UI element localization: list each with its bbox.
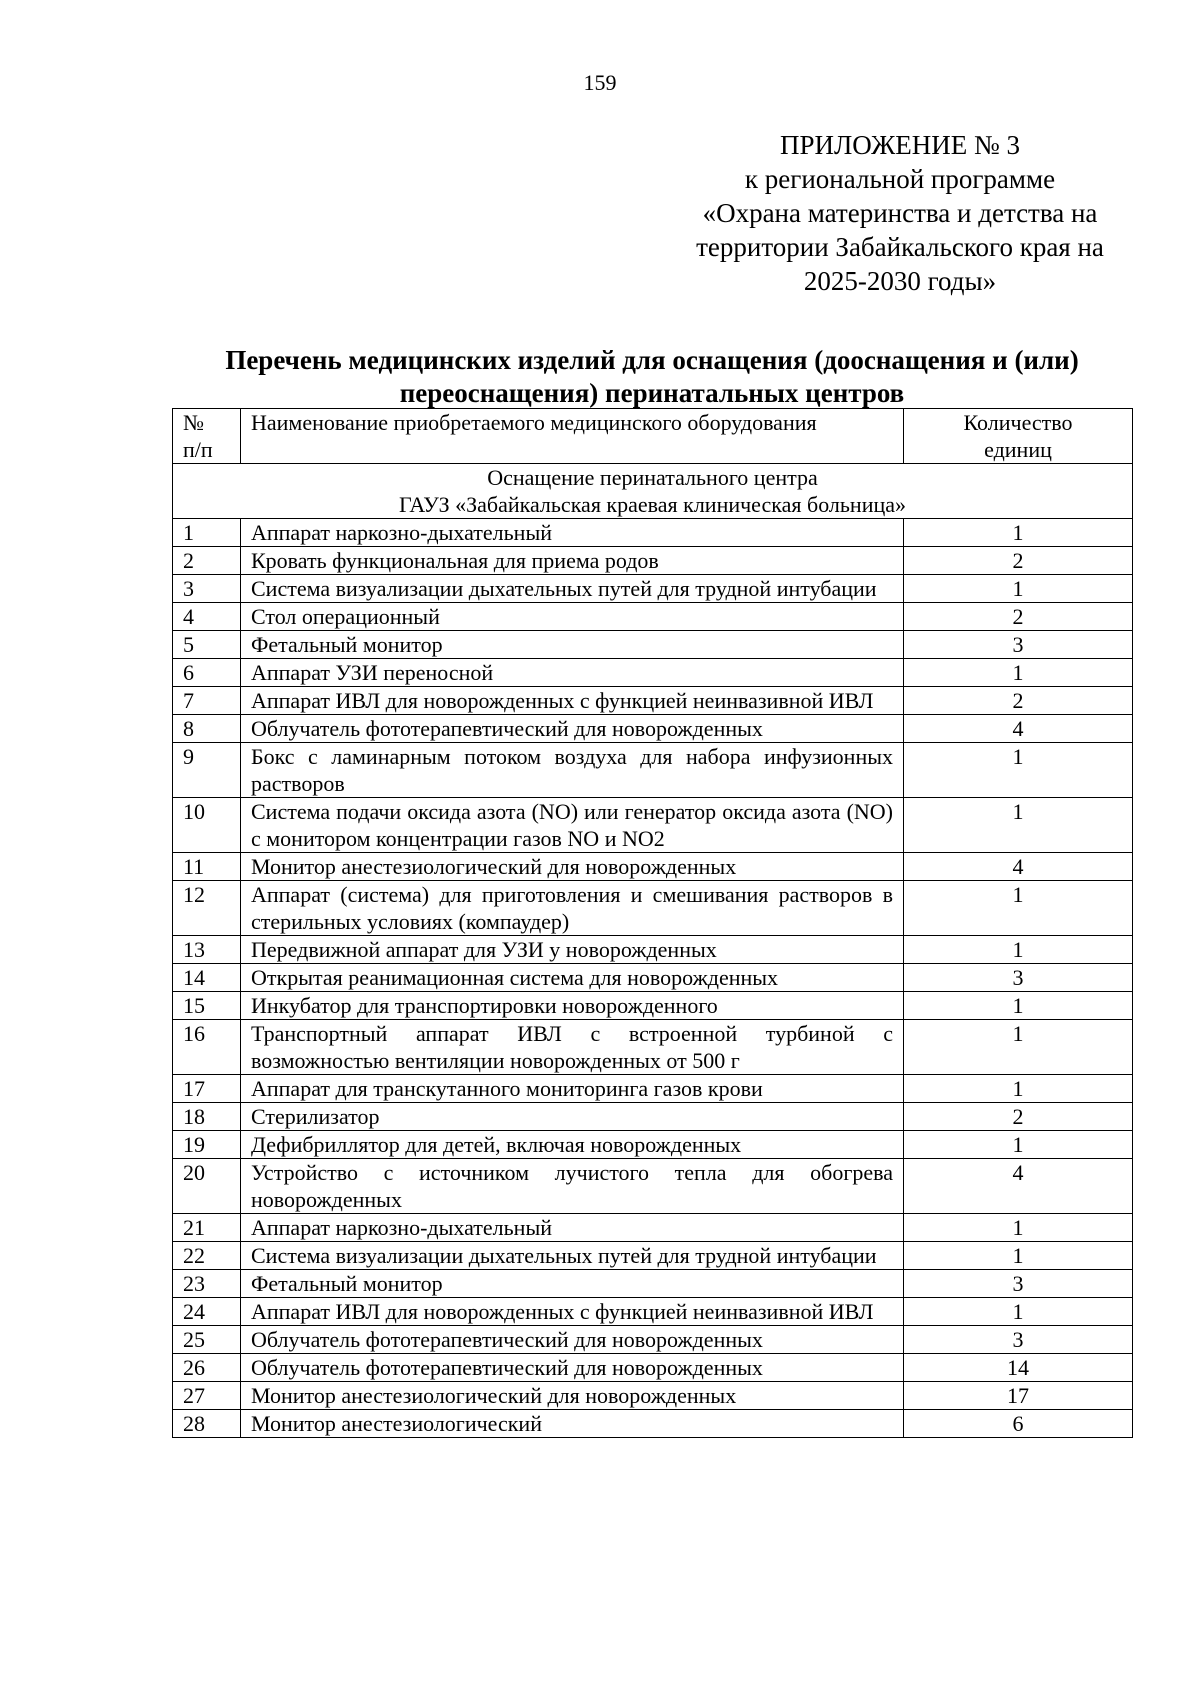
table-row [173, 1131, 1133, 1159]
appendix-line: территории Забайкальского края на [696, 232, 1104, 262]
table-row [173, 964, 1133, 992]
table-row [173, 1382, 1133, 1410]
table-row [173, 687, 1133, 715]
row-quantity: 1 [904, 1214, 1133, 1242]
section-row [173, 464, 1133, 519]
row-quantity: 1 [904, 1131, 1133, 1159]
row-equipment-name: Монитор анестезиологический для новорожденных [241, 1382, 904, 1410]
row-equipment-name: Аппарат ИВЛ для новорожденных с функцией неинвазивной ИВЛ [241, 687, 904, 715]
row-equipment-name: Устройство с источником лучистого тепла для обогрева новорожденных [241, 1159, 904, 1214]
document-title-line: Перечень медицинских изделий для оснащения (дооснащения и (или) [225, 345, 1079, 375]
row-number: 20 [173, 1159, 241, 1214]
row-quantity: 4 [904, 715, 1133, 743]
row-equipment-name: Транспортный аппарат ИВЛ с встроенной турбиной с возможностью вентиляции новорожденных от 500 г [241, 1020, 904, 1075]
row-quantity: 1 [904, 936, 1133, 964]
row-equipment-name: Аппарат наркозно-дыхательный [241, 519, 904, 547]
table-row [173, 547, 1133, 575]
table-row [173, 743, 1133, 798]
table-row [173, 1159, 1133, 1214]
row-number: 19 [173, 1131, 241, 1159]
table-row [173, 881, 1133, 936]
appendix-line: 2025-2030 годы» [803, 266, 997, 296]
document-title-line: переоснащения) перинатальных центров [399, 378, 905, 408]
appendix-line: к региональной программе [744, 164, 1056, 194]
header-name: Наименование приобретаемого медицинского оборудования [241, 409, 904, 464]
row-number: 25 [173, 1326, 241, 1354]
row-number: 16 [173, 1020, 241, 1075]
row-number: 9 [173, 743, 241, 798]
row-equipment-name: Монитор анестезиологический [241, 1410, 904, 1438]
row-number: 14 [173, 964, 241, 992]
table-row [173, 1020, 1133, 1075]
table-row [173, 1270, 1133, 1298]
appendix-line: ПРИЛОЖЕНИЕ № 3 [779, 130, 1021, 160]
row-number: 11 [173, 853, 241, 881]
row-quantity: 2 [904, 547, 1133, 575]
table-row [173, 1298, 1133, 1326]
row-quantity: 4 [904, 1159, 1133, 1214]
table-row [173, 798, 1133, 853]
row-number: 18 [173, 1103, 241, 1131]
header-number-line1: № [183, 410, 204, 435]
row-equipment-name: Система визуализации дыхательных путей для трудной интубации [241, 575, 904, 603]
row-quantity: 1 [904, 1020, 1133, 1075]
row-number: 4 [173, 603, 241, 631]
table-row [173, 992, 1133, 1020]
row-quantity: 17 [904, 1382, 1133, 1410]
row-quantity: 14 [904, 1354, 1133, 1382]
row-quantity: 2 [904, 1103, 1133, 1131]
row-equipment-name: Система подачи оксида азота (NO) или генератор оксида азота (NO) с монитором концентрации газов NO и NO2 [241, 798, 904, 853]
table-row [173, 1214, 1133, 1242]
row-number: 7 [173, 687, 241, 715]
table-row [173, 659, 1133, 687]
row-equipment-name: Аппарат наркозно-дыхательный [241, 1214, 904, 1242]
section-heading-line1: Оснащение перинатального центра [487, 465, 818, 490]
row-quantity: 1 [904, 575, 1133, 603]
row-equipment-name: Монитор анестезиологический для новорожденных [241, 853, 904, 881]
row-number: 2 [173, 547, 241, 575]
row-equipment-name: Аппарат УЗИ переносной [241, 659, 904, 687]
table-row [173, 853, 1133, 881]
row-equipment-name: Стол операционный [241, 603, 904, 631]
row-equipment-name: Облучатель фототерапевтический для новорожденных [241, 1354, 904, 1382]
row-quantity: 1 [904, 1298, 1133, 1326]
row-equipment-name: Кровать функциональная для приема родов [241, 547, 904, 575]
row-number: 26 [173, 1354, 241, 1382]
row-quantity: 3 [904, 964, 1133, 992]
row-equipment-name: Система визуализации дыхательных путей для трудной интубации [241, 1242, 904, 1270]
row-number: 5 [173, 631, 241, 659]
table-row [173, 936, 1133, 964]
row-number: 8 [173, 715, 241, 743]
row-equipment-name: Открытая реанимационная система для новорожденных [241, 964, 904, 992]
table-row [173, 631, 1133, 659]
row-quantity: 1 [904, 519, 1133, 547]
appendix-line: «Охрана материнства и детства на [702, 198, 1098, 228]
row-quantity: 3 [904, 1326, 1133, 1354]
header-number [173, 409, 241, 464]
row-number: 12 [173, 881, 241, 936]
row-quantity: 1 [904, 992, 1133, 1020]
row-equipment-name: Бокс с ламинарным потоком воздуха для набора инфузионных растворов [241, 743, 904, 798]
row-equipment-name: Аппарат для транскутанного мониторинга газов крови [241, 1075, 904, 1103]
row-number: 6 [173, 659, 241, 687]
row-equipment-name: Фетальный монитор [241, 631, 904, 659]
table-row [173, 1354, 1133, 1382]
row-equipment-name: Аппарат (система) для приготовления и смешивания растворов в стерильных условиях (компаудер) [241, 881, 904, 936]
table-row [173, 519, 1133, 547]
row-quantity: 1 [904, 1075, 1133, 1103]
row-number: 28 [173, 1410, 241, 1438]
row-equipment-name: Фетальный монитор [241, 1270, 904, 1298]
row-quantity: 2 [904, 603, 1133, 631]
equipment-table [172, 408, 1133, 1438]
row-quantity: 6 [904, 1410, 1133, 1438]
row-quantity: 3 [904, 1270, 1133, 1298]
row-number: 24 [173, 1298, 241, 1326]
row-number: 21 [173, 1214, 241, 1242]
row-quantity: 1 [904, 659, 1133, 687]
table-row [173, 715, 1133, 743]
row-number: 10 [173, 798, 241, 853]
row-number: 1 [173, 519, 241, 547]
row-number: 23 [173, 1270, 241, 1298]
table-row [173, 575, 1133, 603]
row-equipment-name: Аппарат ИВЛ для новорожденных с функцией неинвазивной ИВЛ [241, 1298, 904, 1326]
row-number: 27 [173, 1382, 241, 1410]
row-quantity: 1 [904, 1242, 1133, 1270]
page-number: 159 [583, 70, 617, 95]
header-quantity-line2: единиц [984, 437, 1052, 462]
row-number: 17 [173, 1075, 241, 1103]
table-row [173, 1326, 1133, 1354]
row-equipment-name: Облучатель фототерапевтический для новорожденных [241, 1326, 904, 1354]
row-equipment-name: Стерилизатор [241, 1103, 904, 1131]
row-equipment-name: Инкубатор для транспортировки новорожденного [241, 992, 904, 1020]
table-header-row [173, 409, 1133, 464]
table-row [173, 1103, 1133, 1131]
header-quantity [904, 409, 1133, 464]
header-quantity-line1: Количество [963, 410, 1073, 435]
table-row [173, 603, 1133, 631]
row-quantity: 3 [904, 631, 1133, 659]
row-equipment-name: Дефибриллятор для детей, включая новорожденных [241, 1131, 904, 1159]
row-quantity: 2 [904, 687, 1133, 715]
row-equipment-name: Облучатель фототерапевтический для новорожденных [241, 715, 904, 743]
row-quantity: 1 [904, 743, 1133, 798]
section-heading [173, 464, 1133, 519]
row-quantity: 1 [904, 798, 1133, 853]
row-quantity: 4 [904, 853, 1133, 881]
section-heading-line2: ГАУЗ «Забайкальская краевая клиническая больница» [399, 492, 906, 517]
row-number: 13 [173, 936, 241, 964]
table-row [173, 1410, 1133, 1438]
appendix-heading [640, 128, 1160, 298]
row-number: 15 [173, 992, 241, 1020]
document-title [172, 344, 1132, 410]
row-quantity: 1 [904, 881, 1133, 936]
table-row [173, 1242, 1133, 1270]
row-number: 3 [173, 575, 241, 603]
table-row [173, 1075, 1133, 1103]
row-number: 22 [173, 1242, 241, 1270]
header-number-line2: п/п [183, 437, 213, 462]
row-equipment-name: Передвижной аппарат для УЗИ у новорожденных [241, 936, 904, 964]
